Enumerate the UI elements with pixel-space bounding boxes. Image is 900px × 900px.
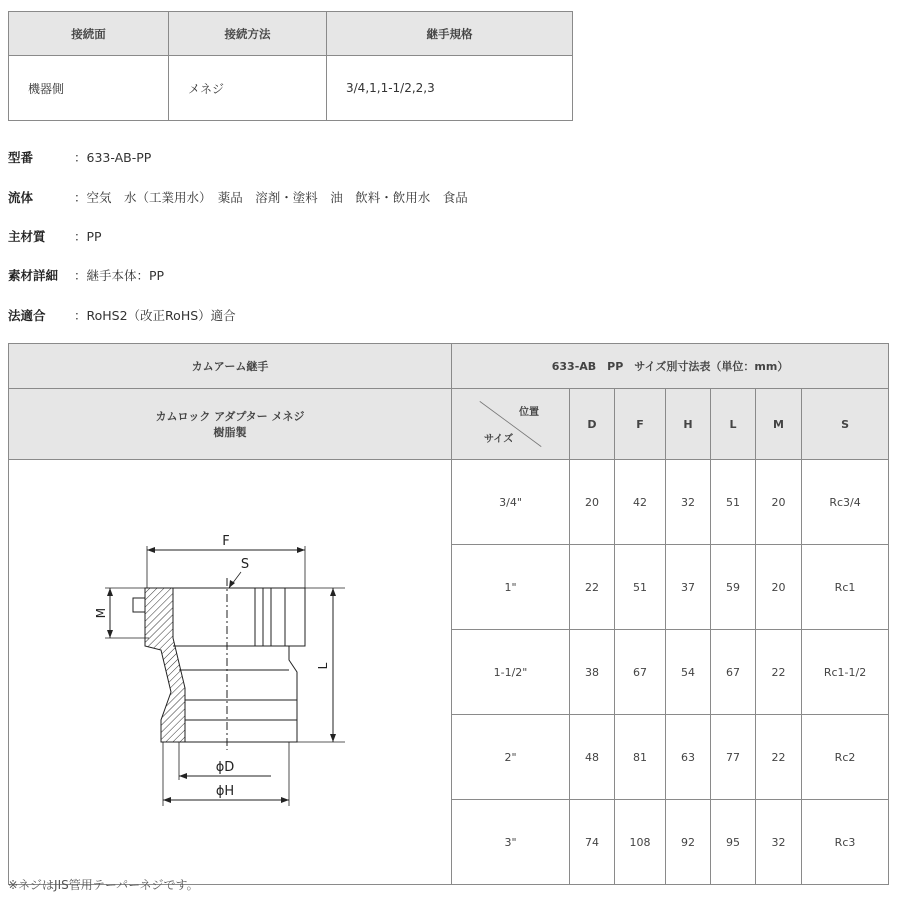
cell-size: 2" [452, 715, 570, 800]
cam-lug [133, 598, 145, 612]
spec-fluid [8, 188, 468, 206]
cell-F: 108 [615, 800, 666, 885]
arrow [281, 797, 289, 803]
spec-material-detail [8, 266, 164, 284]
spec-label: 流体 [8, 190, 34, 205]
dim-title-row [9, 344, 889, 389]
connection-row [9, 56, 573, 121]
spec-main-material [8, 227, 102, 245]
cell-M: 22 [756, 715, 802, 800]
position-size-corner [452, 389, 570, 460]
spec-compliance [8, 306, 236, 324]
cell-D: 48 [570, 715, 615, 800]
cell-F: 81 [615, 715, 666, 800]
column-header-S: S [802, 389, 889, 460]
cell-S: Rc3/4 [802, 460, 889, 545]
column-header-M: M [756, 389, 802, 460]
product-material: 樹脂製 [213, 426, 247, 439]
column-header-D: D [570, 389, 615, 460]
cell-L: 77 [711, 715, 756, 800]
cell-H: 37 [666, 545, 711, 630]
spec-model-number [8, 148, 151, 166]
cell-S: Rc2 [802, 715, 889, 800]
cell-D: 20 [570, 460, 615, 545]
spec-label: 主材質 [8, 229, 46, 244]
spec-value: ：空気 水（工業用水） 薬品 溶剤・塗料 油 飲料・飲用水 食品 [74, 190, 468, 205]
cell-S: Rc3 [802, 800, 889, 885]
table-row [9, 460, 889, 545]
dim-label-D: ϕD [215, 760, 235, 775]
arrow [297, 547, 305, 553]
spec-label: 法適合 [8, 308, 46, 323]
product-category-header: カムアーム継手 [9, 344, 452, 389]
product-name: カムロック アダプター メネジ [155, 410, 305, 423]
dimension-table [8, 343, 889, 885]
cell-S: Rc1 [802, 545, 889, 630]
technical-drawing-cell [9, 460, 452, 885]
arrow [330, 588, 336, 596]
footnote: ※ネジはJIS管用テーパーネジです。 [8, 878, 199, 892]
cell-H: 32 [666, 460, 711, 545]
cell-M: 22 [756, 630, 802, 715]
cell-F: 51 [615, 545, 666, 630]
cell-fitting-standard: 3/4,1,1-1/2,2,3 [327, 56, 573, 121]
arrow [107, 588, 113, 596]
cell-L: 51 [711, 460, 756, 545]
diagonal-divider [452, 389, 569, 459]
cell-D: 74 [570, 800, 615, 885]
arrow [147, 547, 155, 553]
connection-header-row [9, 12, 573, 56]
spec-value: ：633-AB-PP [74, 150, 152, 165]
arrow [330, 734, 336, 742]
cell-connection-face: 機器側 [9, 56, 169, 121]
cell-L: 67 [711, 630, 756, 715]
cell-size: 3/4" [452, 460, 570, 545]
cell-M: 20 [756, 460, 802, 545]
cell-M: 20 [756, 545, 802, 630]
spec-value: ：継手本体：PP [74, 268, 165, 283]
dim-column-header-row [9, 389, 889, 460]
header-connection-method: 接続方法 [169, 12, 327, 56]
connection-table [8, 11, 573, 121]
cell-H: 54 [666, 630, 711, 715]
dim-label-H: ϕH [215, 784, 235, 799]
adapter-technical-drawing [9, 460, 452, 876]
spec-value: ：PP [74, 229, 102, 244]
dim-label-M: M [94, 607, 108, 619]
cell-F: 67 [615, 630, 666, 715]
dim-label-L: L [316, 662, 330, 670]
corner-position-label: 位置 [519, 407, 539, 418]
arrow [179, 773, 187, 779]
arrow [107, 630, 113, 638]
cell-F: 42 [615, 460, 666, 545]
body-wall-section [145, 588, 185, 742]
cell-H: 63 [666, 715, 711, 800]
dimension-table-title: 633-AB PP サイズ別寸法表（単位：mm） [452, 344, 889, 389]
column-header-F: F [615, 389, 666, 460]
cell-M: 32 [756, 800, 802, 885]
header-connection-face: 接続面 [9, 12, 169, 56]
cell-L: 59 [711, 545, 756, 630]
cell-H: 92 [666, 800, 711, 885]
header-fitting-standard: 継手規格 [327, 12, 573, 56]
arrow [163, 797, 171, 803]
dim-label-S: S [240, 557, 250, 572]
dim-label-F: F [222, 534, 230, 549]
cell-L: 95 [711, 800, 756, 885]
corner-size-label: サイズ [484, 434, 514, 445]
spec-label: 型番 [8, 150, 34, 165]
product-name-header [9, 389, 452, 460]
cell-size: 1-1/2" [452, 630, 570, 715]
cell-D: 22 [570, 545, 615, 630]
cell-size: 1" [452, 545, 570, 630]
column-header-H: H [666, 389, 711, 460]
spec-label: 素材詳細 [8, 268, 59, 283]
cell-S: Rc1-1/2 [802, 630, 889, 715]
cell-D: 38 [570, 630, 615, 715]
cell-connection-method: メネジ [169, 56, 327, 121]
column-header-L: L [711, 389, 756, 460]
spec-value: ：RoHS2（改正RoHS）適合 [74, 308, 236, 323]
cell-size: 3" [452, 800, 570, 885]
